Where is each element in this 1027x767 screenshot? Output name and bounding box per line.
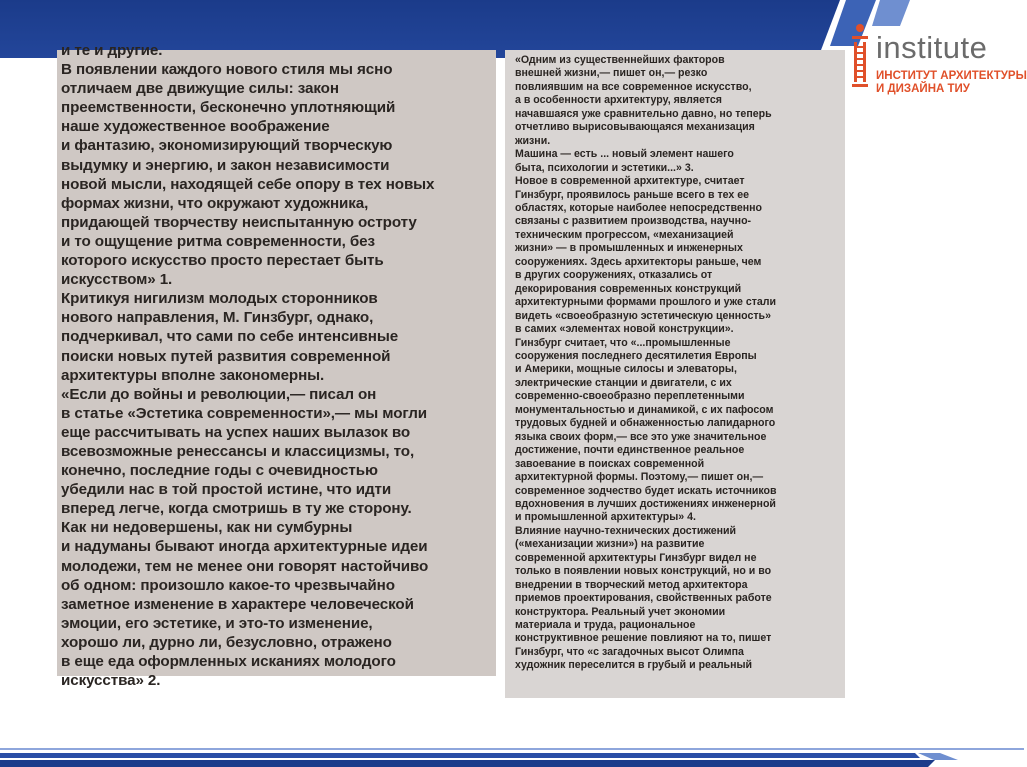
- text-line: сооружения последнего десятилетия Европы: [515, 349, 757, 362]
- text-line: и те и другие.: [61, 42, 163, 59]
- text-line: жизни.: [515, 134, 551, 147]
- text-line: декорирования современных конструкций: [515, 282, 742, 295]
- text-line: об одном: произошло какое-то чрезвычайно: [61, 576, 395, 594]
- text-line: и Америки, мощные силосы и элеваторы,: [515, 363, 737, 376]
- text-line: современное зодчество будет искать источников: [515, 484, 777, 497]
- text-line: молодежи, тем не менее они говорят настойчиво: [61, 557, 429, 575]
- text-line: конструктора. Реальный учет экономии: [515, 605, 726, 618]
- text-line: повлиявшим на все современное искусство,: [515, 80, 752, 93]
- text-line: убедили нас в той простой истине, что идти: [61, 481, 392, 499]
- text-line: конечно, последние годы с очевидностью: [61, 462, 378, 480]
- text-line: еще рассчитывать на успех наших вылазок во: [61, 423, 411, 441]
- text-line: монументальностью и динамикой, с их пафосом: [515, 403, 774, 416]
- text-line: Влияние научно-технических достижений: [515, 524, 737, 537]
- text-line: языка своих форм,— все это уже значительное: [515, 430, 767, 443]
- footer-divider-lines: [0, 748, 1024, 767]
- text-line: Гинзбург, что «с загадочных высот Олимпа: [515, 645, 744, 658]
- text-line: связаны с развитием производства, научно-: [515, 215, 752, 228]
- text-line: и надуманы бывают иногда архитектурные идеи: [61, 538, 428, 556]
- text-line: подчеркивал, что сами по себе интенсивные: [61, 328, 399, 346]
- text-line: областях, которые наиболее непосредственно: [515, 201, 762, 214]
- text-line: («механизации жизни») на развитие: [515, 538, 705, 551]
- text-line: техническим прогрессом, «механизацией: [515, 228, 734, 241]
- text-line: и промышленной архитектуры» 4.: [515, 511, 696, 524]
- text-line: Как ни недовершены, как ни сумбурны: [61, 519, 353, 537]
- text-line: Машина — есть ... новый элемент нашего: [515, 148, 734, 161]
- logo-subtitle-line-1: ИНСТИТУТ АРХИТЕКТУРЫ: [876, 70, 1027, 82]
- text-line: достижение, почти единственное реальное: [515, 444, 745, 457]
- text-line: Критикуя нигилизм молодых сторонников: [61, 290, 378, 308]
- book-page-scan-left: [57, 42, 496, 690]
- text-line: искусством» 1.: [61, 271, 173, 289]
- text-line: Новое в современной архитектуре, считает: [515, 175, 745, 188]
- text-line: нового направления, М. Гинзбург, однако,: [61, 309, 374, 327]
- text-line: в самих «элементах новой конструкции».: [515, 323, 734, 336]
- text-line: сооружениях. Здесь архитекторы раньше, чем: [515, 255, 762, 268]
- text-line: в других сооружениях, отказались от: [515, 269, 713, 282]
- text-line: жизни» — в промышленных и инженерных: [515, 242, 743, 255]
- institute-logo: [850, 20, 1027, 100]
- text-line: трудовых будней и обнаженностью лапидарного: [515, 417, 776, 430]
- logo-subtitle: [876, 70, 1027, 96]
- text-line: завоевание в поисках современной: [515, 457, 705, 470]
- book-page-scan-right: [505, 50, 845, 698]
- text-line: «Если до войны и революции,— писал он: [61, 385, 377, 403]
- text-line: внедрении в творческий метод архитектора: [515, 578, 748, 591]
- text-line: наше художественное воображение: [61, 118, 330, 136]
- text-line: художник переселится в грубый и реальный: [515, 659, 753, 672]
- text-line: искусства» 2.: [61, 672, 161, 690]
- text-line: начавшаяся уже сравнительно давно, но теперь: [515, 107, 772, 120]
- text-line: быта, психологии и эстетики...» 3.: [515, 161, 694, 174]
- text-line: Гинзбург, проявилось раньше всего в тех ее: [515, 188, 749, 201]
- text-line: новой мысли, находящей себе опору в тех новых: [61, 175, 435, 193]
- text-line: в еще еда оформленных исканиях молодого: [61, 653, 396, 670]
- text-line: конструктивное решение повлияют на то, пишет: [515, 632, 772, 645]
- text-line: которого искусство просто перестает быть: [61, 252, 384, 270]
- text-line: придающей творчеству неиспытанную остроту: [61, 213, 417, 231]
- text-line: вперед легче, когда смотришь в ту же сторону.: [61, 500, 412, 518]
- text-line: и то ощущение ритма современности, без: [61, 232, 375, 250]
- text-line: видеть «своеобразную эстетическую ценность»: [515, 309, 771, 322]
- text-line: архитектуры вполне закономерны.: [61, 366, 325, 384]
- text-line: а в особенности архитектуру, является: [515, 94, 722, 107]
- text-line: только в появлении новых конструкций, но и во: [515, 565, 772, 578]
- text-line: приемов проектирования, свойственных работе: [515, 592, 772, 605]
- logo-subtitle-line-2: И ДИЗАЙНА ТИУ: [876, 83, 970, 95]
- text-line: материала и труда, рациональное: [515, 619, 696, 632]
- text-line: формах жизни, что окружают художника,: [61, 194, 369, 212]
- text-line: выдумку и энергию, и закон независимости: [61, 156, 390, 174]
- text-line: эмоции, его эстетике, и это-то изменение,: [61, 614, 373, 632]
- text-line: архитектурной формы. Поэтому,— пишет он,—: [515, 471, 764, 484]
- text-line: отчетливо вырисовывающаяся механизация: [515, 121, 755, 134]
- logo-wordmark: institute: [876, 30, 988, 65]
- text-line: преемственности, бесконечно уплотняющий: [61, 99, 396, 117]
- text-line: вдохновения в лучших достижениях инженерной: [515, 497, 776, 510]
- text-line: электрические станции и двигатели, с их: [515, 376, 732, 389]
- text-line: отличаем две движущие силы: закон: [61, 80, 339, 98]
- text-line: внешней жизни,— пишет он,— резко: [515, 67, 708, 80]
- text-line: хорошо ли, дурно ли, безусловно, отражено: [61, 633, 392, 651]
- text-line: поиски новых путей развития современной: [61, 347, 391, 365]
- text-line: «Одним из существеннейших факторов: [515, 54, 725, 66]
- text-line: заметное изменение в характере человеческой: [61, 595, 414, 613]
- text-line: в статье «Эстетика современности»,— мы могли: [61, 404, 428, 422]
- text-line: и фантазию, экономизирующий творческую: [61, 137, 393, 155]
- text-line: современной архитектуры Гинзбург видел не: [515, 551, 757, 564]
- text-line: Гинзбург считает, что «...промышленные: [515, 336, 731, 349]
- text-line: В появлении каждого нового стиля мы ясно: [61, 61, 393, 79]
- text-line: архитектурными формами прошлого и уже стали: [515, 296, 777, 309]
- text-line: современно-своеобразно переплетенными: [515, 390, 745, 403]
- institute-logo-mark-icon: [850, 22, 870, 92]
- text-line: всевозможные ренессансы и классицизмы, то,: [61, 442, 415, 460]
